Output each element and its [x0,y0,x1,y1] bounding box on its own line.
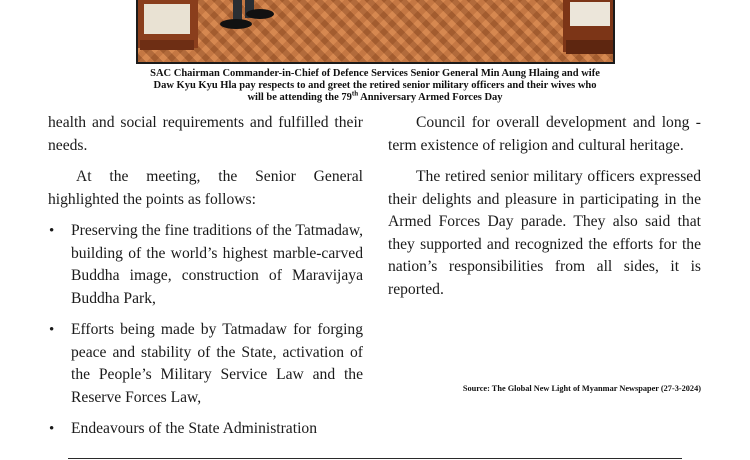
highlight-item: • Endeavours of the State Administration [48,418,363,441]
right-paragraph-1: Council for overall development and long -term existence of religion and cultural heritage. [388,114,701,154]
photo-caption-line-2: Daw Kyu Kyu Hla pay respects to and greet the retired senior military officers and their wives who [153,80,597,91]
page-divider [68,458,682,459]
left-paragraph-2: At the meeting, the Senior General highlighted the points as follows: [48,168,363,208]
shoe-left [220,19,252,29]
chair-cushion-left [144,4,190,34]
person-leg-1 [233,0,242,20]
news-photo [136,0,615,64]
highlight-list [48,220,363,441]
caption-ordinal-suffix: th [351,89,359,98]
chair-cushion-right [570,2,610,26]
caption-text-a: will be attending the 79 [247,92,352,103]
shoe-right [246,9,274,19]
caption-text-b: Anniversary Armed Forces Day [358,92,503,103]
highlight-item: • Preserving the fine traditions of the Tatmadaw, building of the world’s highest marble-carved Buddha image, construction of Maravijaya Buddha Park, [48,220,363,310]
photo-scene [138,0,615,64]
right-column [388,112,701,301]
source-credit: Source: The Global New Light of Myanmar Newspaper (27-3-2024) [462,384,701,393]
left-column [48,112,363,441]
chair-base-right [566,40,615,54]
right-paragraph-2: The retired senior military officers expressed their delights and pleasure in participating in the Armed Forces Day parade. They also said that they supported and recognized the efforts for the nation’s responsibilities from all sides, it is reported. [388,168,701,298]
photo-caption-line-1: SAC Chairman Commander-in-Chief of Defence Services Senior General Min Aung Hlaing and wife [150,68,600,79]
highlight-item: • Efforts being made by Tatmadaw for forging peace and stability of the State, activation of the People’s Military Service Law and the Reserve Forces Law, [48,319,363,409]
chair-base-left [140,40,194,50]
left-paragraph-1: health and social requirements and fulfilled their needs. [48,114,363,154]
photo-caption-line-3 [60,89,690,104]
